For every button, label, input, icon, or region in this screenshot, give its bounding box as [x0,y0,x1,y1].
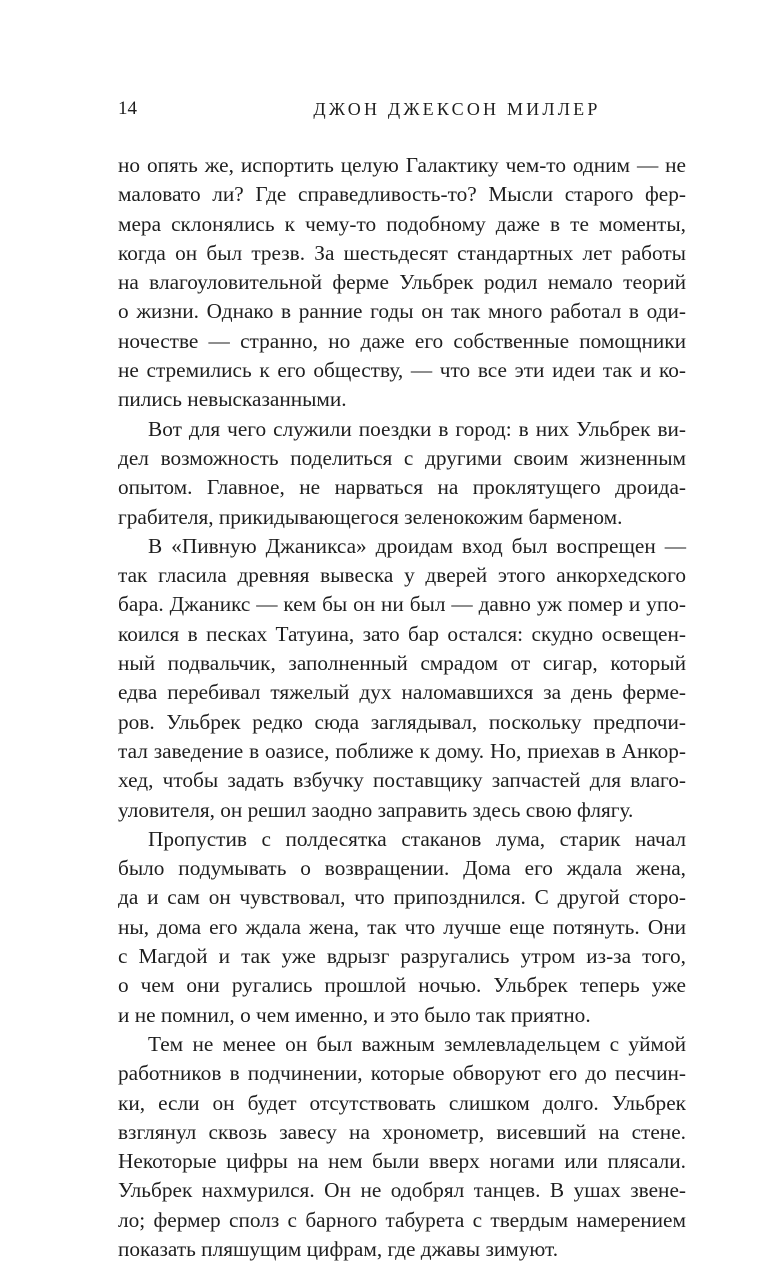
running-head-author: ДЖОН ДЖЕКСОН МИЛЛЕР [313,99,601,119]
text-line: с Магдой и так уже вдрызг разругались утром из-за того, [118,944,686,969]
text-line: пились невысказанными. [118,387,347,412]
text-line: о чем они ругались прошлой ночью. Ульбрек теперь уже [118,973,686,998]
paragraph [118,151,686,415]
text-line: опытом. Главное, не нарваться на проклятущего дроида- [118,475,686,500]
text-line: ный подвальчик, заполненный смрадом от сигар, который [118,651,686,676]
paragraph [118,415,686,532]
text-line: ночестве — странно, но даже его собственные помощники [118,328,686,353]
text-line: грабителя, прикидывающегося зеленокожим барменом. [118,504,623,529]
text-line: коился в песках Татуина, зато бар остался: скудно освещен- [118,621,686,646]
text-line: тал заведение в оазисе, поближе к дому. Но, приехав в Анкор- [118,738,686,763]
text-line: ло; фермер сполз с барного табурета с твердым намерением [118,1207,686,1232]
paragraph [118,1030,686,1264]
text-line: мера склонялись к чему-то подобному даже в те моменты, [118,211,686,236]
page-number: 14 [118,98,137,119]
text-line: дел возможность поделиться с другими своим жизненным [118,445,686,470]
text-line: показать пляшущим цифрам, где джавы зимуют. [118,1236,559,1261]
text-line: Тем не менее он был важным землевладельцем с уймой [148,1031,686,1056]
text-line: не стремились к его обществу, — что все эти идеи так и ко- [118,358,686,383]
text-line: так гласила древняя вывеска у дверей этого анкорхедского [118,563,686,588]
paragraph [118,825,686,1030]
text-line: Пропустив с полдесятка стаканов лума, старик начал [148,826,686,851]
text-line: взглянул сквозь завесу на хронометр, висевший на стене. [118,1119,686,1144]
text-line: хед, чтобы задать взбучку поставщику запчастей для влаго- [118,768,686,793]
text-line: В «Пивную Джаникса» дроидам вход был воспрещен — [148,533,686,558]
paragraph [118,532,686,825]
text-line: маловато ли? Где справедливость-то? Мысли старого фер- [118,182,686,207]
text-line: работников в подчинении, которые обворуют его до песчин- [118,1061,686,1086]
text-body [118,151,686,1264]
text-line: бара. Джаникс — кем бы он ни был — давно уж помер и упо- [118,592,686,617]
running-head [118,95,686,123]
text-line: Некоторые цифры на нем были вверх ногами или плясали. [118,1149,686,1174]
text-line: ны, дома его ждала жена, так что лучше еще потянуть. Они [118,914,686,939]
text-line: когда он был трезв. За шестьдесят стандартных лет работы [118,240,686,265]
text-line: Ульбрек нахмурился. Он не одобрял танцев. В ушах звене- [118,1178,686,1203]
text-line: но опять же, испортить целую Галактику чем-то одним — не [118,153,686,177]
text-line: ров. Ульбрек редко сюда заглядывал, поскольку предпочи- [118,709,686,734]
text-line: едва перебивал тяжелый дух наломавшихся за день ферме- [118,680,686,705]
text-line: уловителя, он решил заодно заправить здесь свою флягу. [118,797,634,822]
text-line: ки, если он будет отсутствовать слишком долго. Ульбрек [118,1090,686,1115]
text-line: на влагоуловительной ферме Ульбрек родил немало теорий [118,270,686,295]
text-line: было подумывать о возвращении. Дома его ждала жена, [118,856,686,881]
text-line: Вот для чего служили поездки в город: в них Ульбрек ви- [148,416,686,441]
text-line: да и сам он чувствовал, что припозднился. С другой сторо- [118,885,686,910]
text-line: о жизни. Однако в ранние годы он так много работал в оди- [118,299,686,324]
text-line: и не помнил, о чем именно, и это было так приятно. [118,1002,591,1027]
